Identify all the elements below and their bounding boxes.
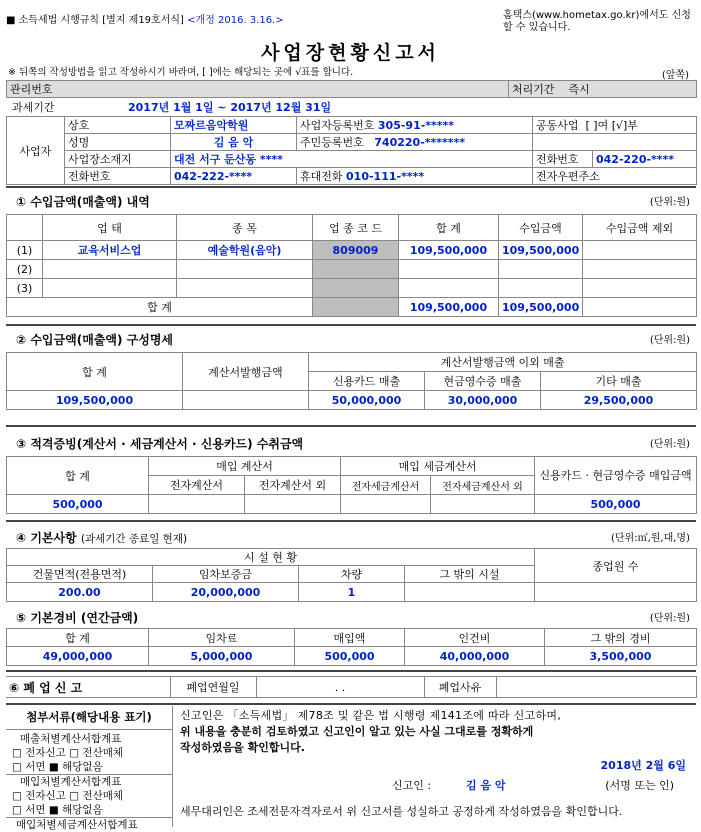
s4-table xyxy=(6,548,697,602)
s1-h-code: 업 종 코 드 xyxy=(313,215,399,241)
s1-table xyxy=(6,214,697,317)
s3-card[interactable]: 500,000 xyxy=(535,495,697,514)
row-item[interactable]: 예술학원(음악) xyxy=(177,241,313,260)
row-type[interactable]: 교육서비스업 xyxy=(43,241,177,260)
s1-h-item: 종 목 xyxy=(177,215,313,241)
row-item[interactable] xyxy=(177,279,313,298)
row-amount[interactable] xyxy=(499,279,583,298)
row-code[interactable] xyxy=(313,279,399,298)
s3-h-e2: 전자계산서 외 xyxy=(245,476,341,495)
hometax-note: 홈택스(www.hometax.go.kr)에서도 신청할 수 있습니다. xyxy=(503,10,691,33)
s3-e1[interactable] xyxy=(149,495,245,514)
row-code[interactable] xyxy=(313,260,399,279)
divider xyxy=(6,324,696,326)
attach-g2: 매입처별계산서합계표 xyxy=(6,774,172,789)
s6-reason-value[interactable] xyxy=(496,677,696,698)
s4-area[interactable]: 200.00 xyxy=(7,583,153,602)
s5-header xyxy=(6,606,696,626)
attach-g2-opts1[interactable]: □ 전자신고 □ 전산매체 xyxy=(12,790,123,802)
s2-unit: (단위:원) xyxy=(649,335,690,346)
idno-value[interactable]: 740220-******* xyxy=(374,136,466,149)
s3-title: ③ 적격증빙(계산서 · 세금계산서 · 신용카드) 수취금액 xyxy=(16,437,304,451)
attach-g1: 매출처별계산서합계표 xyxy=(20,733,122,745)
s3-h-card: 신용카드 · 현금영수증 매입금액 xyxy=(535,457,697,495)
s4-emp[interactable] xyxy=(535,583,697,602)
s1-h-no xyxy=(7,215,43,241)
s2-card[interactable]: 50,000,000 xyxy=(309,391,425,410)
s4-title-sub: (과세기간 종료일 현재) xyxy=(80,533,188,545)
joint-cell: 공동사업 [ ]여 [√]부 xyxy=(533,117,697,134)
mgmt-label: 관리번호 xyxy=(7,81,509,98)
s6-reason-label: 폐업사유 xyxy=(424,677,496,698)
row-no: (1) xyxy=(7,241,43,260)
s2-title: ② 수입금액(매출액) 구성명세 xyxy=(16,333,173,347)
tel2-value[interactable]: 042-222-**** xyxy=(171,168,297,185)
declaration-text3: 작성하였음을 확인합니다. xyxy=(180,741,305,754)
s1-h-excl: 수입금액 제외 xyxy=(583,215,697,241)
s4-unit: (단위:㎡,원,대,명) xyxy=(610,533,690,544)
total-amount[interactable]: 109,500,000 xyxy=(499,298,583,317)
row-code[interactable]: 809009 xyxy=(313,241,399,260)
row-no: (2) xyxy=(7,260,43,279)
row-excl[interactable] xyxy=(583,279,697,298)
mobile-cell: 휴대전화 010-111-**** xyxy=(297,168,533,185)
tel-label: 전화번호 xyxy=(533,151,593,168)
tel-value[interactable]: 042-220-**** xyxy=(593,151,697,168)
s2-etc[interactable]: 29,500,000 xyxy=(541,391,697,410)
s4-car[interactable]: 1 xyxy=(299,583,405,602)
s4-header xyxy=(6,526,696,546)
s2-total[interactable]: 109,500,000 xyxy=(7,391,183,410)
s3-table xyxy=(6,456,697,514)
mgmt-period: 처리기간 즉시 xyxy=(509,81,697,98)
tax-period-label: 과세기간 xyxy=(12,101,55,114)
mobile-value[interactable]: 010-111-**** xyxy=(346,170,425,183)
row-excl[interactable] xyxy=(583,260,697,279)
row-amount[interactable]: 109,500,000 xyxy=(499,241,583,260)
s6-date-label: 폐업연월일 xyxy=(170,677,256,698)
s3-h-total: 합 계 xyxy=(7,457,149,495)
business-group-label: 사업자 xyxy=(7,117,65,185)
s3-header xyxy=(6,432,696,452)
s4-deposit[interactable]: 20,000,000 xyxy=(153,583,299,602)
declaration-date[interactable]: 2018년 2월 6일 xyxy=(600,759,686,772)
s2-h-etc: 기타 매출 xyxy=(541,372,697,391)
divider xyxy=(6,186,696,188)
signer-name[interactable]: 김 음 악 xyxy=(466,779,506,792)
attach-g1-opts2[interactable]: □ 서면 ■ 해당없음 xyxy=(12,761,103,773)
table-row xyxy=(7,241,697,260)
signer-label: 신고인 : xyxy=(392,779,432,792)
total-label: 합 계 xyxy=(7,298,313,317)
table-row xyxy=(7,279,697,298)
s5-rent[interactable]: 5,000,000 xyxy=(149,647,295,666)
attach-g3: 매입처별세금계산서합계표 xyxy=(6,817,172,832)
divider xyxy=(6,703,696,705)
s4-h-area: 건물면적(전용면적) xyxy=(7,566,153,583)
s5-h-other: 그 밖의 경비 xyxy=(545,629,697,647)
regno-value[interactable]: 305-91-***** xyxy=(377,119,455,132)
s4-h-deposit: 임차보증금 xyxy=(153,566,299,583)
s5-h-purchase: 매입액 xyxy=(295,629,405,647)
s3-e2[interactable] xyxy=(245,495,341,514)
s2-h-other: 계산서발행금액 이외 매출 xyxy=(309,353,697,372)
s4-title: ④ 기본사항 xyxy=(16,531,77,545)
total-sum[interactable]: 109,500,000 xyxy=(399,298,499,317)
addr-label: 사업장소재지 xyxy=(65,151,171,168)
tel2-label: 전화번호 xyxy=(65,168,171,185)
sign-note: (서명 또는 인) xyxy=(605,779,674,792)
row-sum[interactable]: 109,500,000 xyxy=(399,241,499,260)
attach-title: 첨부서류(해당내용 표기) xyxy=(26,710,152,724)
s5-title: ⑤ 기본경비 (연간금액) xyxy=(16,611,139,625)
tax-period-value[interactable]: 2017년 1월 1일 ~ 2017년 12월 31일 xyxy=(128,101,332,114)
s4-h-emp: 종업원 수 xyxy=(535,549,697,583)
email-label: 전자우편주소 xyxy=(533,168,697,185)
mgmt-table xyxy=(6,80,697,98)
row-excl[interactable] xyxy=(583,241,697,260)
s5-h-labor: 인건비 xyxy=(405,629,545,647)
s2-header xyxy=(6,328,696,348)
s6-table xyxy=(6,676,697,698)
owner-name[interactable]: 김 음 악 xyxy=(171,134,297,151)
row-type[interactable] xyxy=(43,279,177,298)
s5-purchase[interactable]: 500,000 xyxy=(295,647,405,666)
row-amount[interactable] xyxy=(499,260,583,279)
s2-h-invoice: 계산서발행금액 xyxy=(183,353,309,391)
page-title: 사업장현황신고서 xyxy=(261,42,440,64)
row-type[interactable] xyxy=(43,260,177,279)
s2-h-card: 신용카드 매출 xyxy=(309,372,425,391)
joint-checkbox[interactable]: [ ]여 [√]부 xyxy=(585,119,638,132)
s1-h-sum: 합 계 xyxy=(399,215,499,241)
tax-period-row xyxy=(6,98,696,114)
s6-title: ⑥ 폐 업 신 고 xyxy=(6,677,170,698)
table-row xyxy=(7,260,697,279)
s5-unit: (단위:원) xyxy=(649,613,690,624)
regno-cell: 사업자등록번호 305-91-***** xyxy=(297,117,533,134)
s3-h-e3: 전자세금계산서 xyxy=(341,476,431,495)
s4-h-car: 차량 xyxy=(299,566,405,583)
divider xyxy=(6,425,696,427)
row-sum[interactable] xyxy=(399,260,499,279)
row-sum[interactable] xyxy=(399,279,499,298)
declaration-panel xyxy=(180,708,692,827)
divider xyxy=(6,520,696,522)
s3-total[interactable]: 500,000 xyxy=(7,495,149,514)
s1-title: ① 수입금액(매출액) 내역 xyxy=(16,195,150,209)
business-name[interactable]: 모짜르음악학원 xyxy=(171,117,297,134)
attach-g1-opts1[interactable]: □ 전자신고 □ 전산매체 xyxy=(12,747,123,759)
s3-unit: (단위:원) xyxy=(649,439,690,450)
total-row xyxy=(7,298,697,317)
name-label: 상호 xyxy=(65,117,171,134)
row-item[interactable] xyxy=(177,260,313,279)
s2-cash[interactable]: 30,000,000 xyxy=(425,391,541,410)
s1-h-type: 업 태 xyxy=(43,215,177,241)
owner-label: 성명 xyxy=(65,134,171,151)
s3-e4[interactable] xyxy=(431,495,535,514)
addr-value[interactable]: 대전 서구 둔산동 **** xyxy=(171,151,533,168)
s3-h-e4: 전자세금계산서 외 xyxy=(431,476,535,495)
declaration-text1: 신고인은 「소득세법」 제78조 및 같은 법 시행령 제141조에 따라 신고하며, xyxy=(180,709,562,722)
s2-table xyxy=(6,352,697,410)
declaration-text2: 위 내용을 충분히 검토하였고 신고인이 알고 있는 사실 그대로를 정확하게 xyxy=(180,725,534,738)
business-table xyxy=(6,116,697,185)
idno-cell: 주민등록번호 740220-******* xyxy=(297,134,533,151)
s2-invoice[interactable] xyxy=(183,391,309,410)
s1-h-amount: 수입금액 xyxy=(499,215,583,241)
s3-h-tax: 매입 세금계산서 xyxy=(341,457,535,476)
revision-text: <개정 2016. 3.16.> xyxy=(187,15,284,26)
s3-h-inv: 매입 계산서 xyxy=(149,457,341,476)
s1-header xyxy=(6,190,696,210)
s5-h-rent: 임차료 xyxy=(149,629,295,647)
divider xyxy=(6,670,696,672)
page-side: (앞쪽) xyxy=(661,70,689,81)
attach-g2-opts2[interactable]: □ 서면 ■ 해당없음 xyxy=(12,804,103,816)
row-no: (3) xyxy=(7,279,43,298)
s4-other[interactable] xyxy=(405,583,535,602)
attach-panel xyxy=(6,706,173,831)
s5-total[interactable]: 49,000,000 xyxy=(7,647,149,666)
s4-h-facility: 시 설 현 황 xyxy=(7,549,535,566)
instruction-note: ※ 뒤쪽의 작성방법을 읽고 작성하시기 바라며, [ ]에는 해당되는 곳에 √표를 합니다. xyxy=(8,67,354,78)
s5-table xyxy=(6,628,697,666)
s5-h-total: 합 계 xyxy=(7,629,149,647)
s2-h-total: 합 계 xyxy=(7,353,183,391)
s4-h-other: 그 밖의 시설 xyxy=(405,566,535,583)
form-rule-text: ■ 소득세법 시행규칙 [별지 제19호서식] <개정 2016. 3.16.> xyxy=(6,15,284,26)
agent-text: 세무대리인은 조세전문자격자로서 위 신고서를 성실하고 공정하게 작성하였음을 확인합니다. xyxy=(180,805,623,818)
s3-e3[interactable] xyxy=(341,495,431,514)
s3-h-e1: 전자계산서 xyxy=(149,476,245,495)
s5-labor[interactable]: 40,000,000 xyxy=(405,647,545,666)
s5-other[interactable]: 3,500,000 xyxy=(545,647,697,666)
s2-h-cash: 현금영수증 매출 xyxy=(425,372,541,391)
s6-date-value[interactable]: . . xyxy=(256,677,424,698)
s1-unit: (단위:원) xyxy=(649,197,690,208)
